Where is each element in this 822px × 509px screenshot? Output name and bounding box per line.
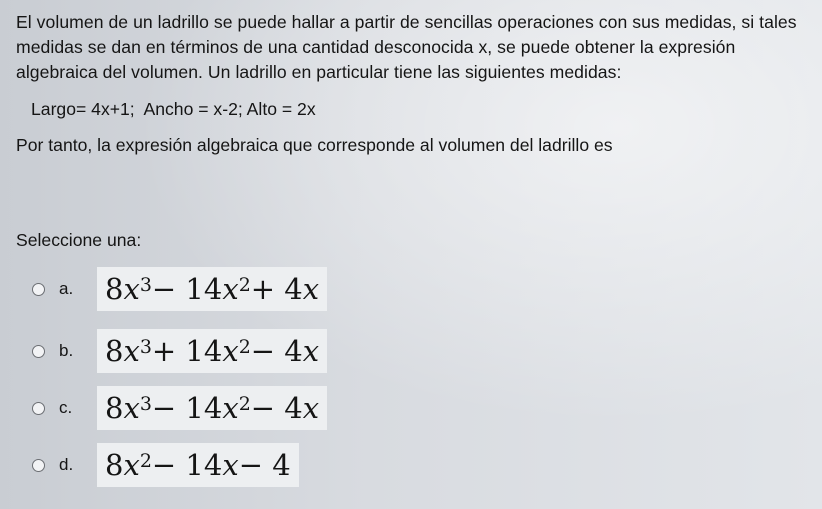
radio-button[interactable]: [32, 345, 45, 358]
coef: 8: [105, 391, 124, 425]
option-formula: 8 x $^2$ − 14 x − 4: [97, 443, 299, 487]
radio-button[interactable]: [32, 402, 45, 415]
question-conclusion: Por tanto, la expresión algebraica que corresponde al volumen del ladrillo es: [16, 135, 613, 155]
question-line: El volumen de un ladrillo se puede hallar a partir de sencillas operaciones con sus medidas, si tales: [16, 12, 797, 32]
option-letter: b.: [59, 341, 74, 360]
variable: x: [123, 272, 140, 306]
variable: x: [302, 272, 320, 306]
radio-button[interactable]: [32, 283, 45, 296]
select-prompt: Seleccione una:: [16, 230, 142, 250]
variable: x: [123, 391, 140, 425]
variable: x: [222, 391, 239, 425]
option-letter: a.: [59, 279, 74, 298]
answer-option-d[interactable]: [32, 443, 299, 487]
coef: 8: [105, 334, 124, 368]
answer-option-b[interactable]: [32, 329, 327, 373]
variable: x: [302, 334, 320, 368]
question-line: algebraica del volumen. Un ladrillo en particular tiene las siguientes medidas:: [16, 62, 622, 82]
term: − 14: [151, 391, 223, 425]
variable: x: [302, 391, 320, 425]
coef: 8: [105, 448, 124, 482]
question-text: [16, 10, 811, 85]
option-letter: c.: [59, 398, 73, 417]
term: − 4: [250, 334, 303, 368]
variable: x: [123, 448, 140, 482]
option-formula: 8 x $^3$ + 14 x $^2$ − 4 x: [97, 329, 327, 373]
coef: 8: [105, 272, 124, 306]
option-letter: d.: [59, 455, 74, 474]
variable: x: [222, 334, 239, 368]
option-formula: 8 x $^3$ − 14 x $^2$ − 4 x: [97, 386, 327, 430]
term: + 4: [250, 272, 303, 306]
term: − 4: [238, 448, 291, 482]
variable: x: [222, 272, 239, 306]
term: − 14: [151, 272, 223, 306]
brick-measures: Largo= 4x+1; Ancho = x-2; Alto = 2x: [31, 99, 316, 119]
question-line: medidas se dan en términos de una cantidad desconocida x, se puede obtener la expresión: [16, 37, 736, 57]
radio-button[interactable]: [32, 459, 45, 472]
answer-option-c[interactable]: [32, 386, 327, 430]
term: − 4: [250, 391, 303, 425]
term: − 14: [151, 448, 223, 482]
answer-option-a[interactable]: [32, 267, 327, 311]
variable: x: [123, 334, 140, 368]
term: + 14: [151, 334, 223, 368]
option-formula: 8 x $^3$ − 14 x $^2$ + 4 x: [97, 267, 327, 311]
variable: x: [222, 448, 239, 482]
